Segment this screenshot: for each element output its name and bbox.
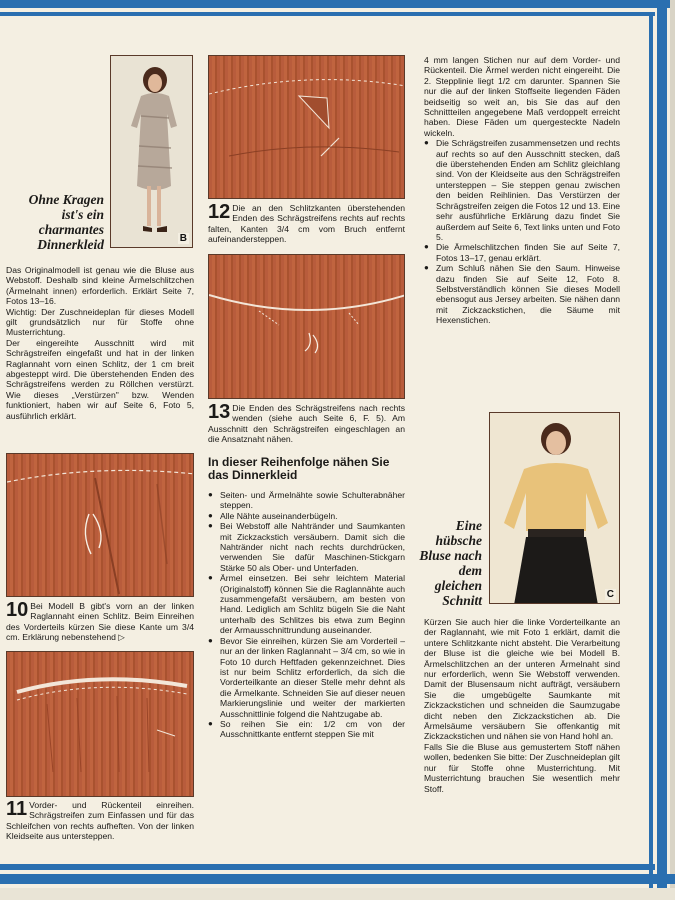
frame-right-inner-border [649, 12, 653, 900]
slit-seam-illustration [209, 56, 405, 199]
caption-fig13 [208, 403, 405, 445]
section-heading: In dieser Reihenfolge nähen Sie das Dinnerkleid [208, 455, 390, 482]
sewing-steps [208, 490, 405, 740]
step-item: ● Ärmel einsetzen. Bei sehr leichtem Material (Originalstoff) können Sie die Raglannähte auch zusammengefaßt versäubern, am besten von Hand. Lediglich am Schlitz bügeln Sie die Naht unterhalb des Schlitzes bis etwa zum Beginn der Armausschnittrundung auseinander. [208, 573, 405, 635]
step-item: ● Seiten- und Ärmelnähte sowie Schulterabnäher steppen. [208, 490, 405, 511]
caption-fig10-text: Bei Modell B gibt's vorn an der linken Raglannaht einen Schlitz. Beim Einreihen des Vorderteils kürzen Sie diese Kante um 3/4 cm. Erklärung nebenstehend ▷ [6, 601, 194, 643]
caption-model-b: Ohne Kragen ist's ein charmantes Dinnerkleid [28, 192, 104, 252]
badge-b: B [179, 233, 187, 244]
frame-bottom-inner-border [0, 864, 655, 870]
page-bottom-edge [0, 888, 675, 900]
frame-top-inner-border [0, 12, 655, 16]
frame-right-border [657, 0, 667, 900]
caption-fig12 [208, 203, 405, 245]
caption-fig11-text: Vorder- und Rückenteil einreihen. Schrägstreifen zum Einfassen und für das Schleifchen von rechts aufheften. Von der linken Kleidseite aus untersteppen. [6, 800, 194, 842]
photo-fig13 [208, 254, 405, 399]
intro-paragraph [6, 265, 194, 421]
step-item: ● Bevor Sie einreihen, kürzen Sie am Vorderteil – nur an der linken Raglannaht – 3/4 cm, so wie in Foto 10 durch Heftfaden gekennzeichnet. Dies ist nur beim Schlitz erforderlich, da sich die Vorderteilkante an dieser Stelle mehr dehnt als die Ärmelkante. Schneiden Sie auf dieser neuen Markierungslinie und weiter der markierten Ausschnittlinie folgend die Nahtzugabe ab. [208, 636, 405, 719]
paragraph-neckline: Der eingereihte Ausschnitt wird mit Schrägstreifen eingefaßt und hat in der linken Raglannaht vorn einen Schlitz, der 1 cm breit abgesteppt wird. Die überstehenden Enden des Schrägstreifens werden zu Röllchen verstürzt. Wie dieses „Verstürzen" bzw. Wenden funktioniert, haben wir auf Seite 6, Foto 5, ausführlich erklärt. [6, 337, 194, 421]
sewing-steps-list [208, 490, 405, 740]
blouse-model-illustration [490, 413, 620, 604]
paragraph-important-note: Wichtig: Der Zuschneideplan für dieses Modell gilt grundsätzlich nur für Stoffe ohne Musterrichtung. [6, 306, 194, 338]
caption-fig11 [6, 800, 194, 842]
step-item: ● Die Ärmelschlitzchen finden Sie auf Seite 7, Fotos 13–17, genau erklärt. [424, 242, 620, 263]
caption-fig13-text: Die Enden des Schrägstreifens nach rechts wenden (siehe auch Seite 6, F. 5). Am Ausschnitt den Schrägstreifen eingeschlagen an die Ansatznaht nähen. [208, 403, 405, 445]
blouse-paragraph: Kürzen Sie auch hier die linke Vorderteilkante an der Raglannaht, wie mit Foto 1 erklärt, damit die untere Schlitzkante nicht absteht. Die Verarbeitung der Bluse ist die gleiche wie bei Modell B. Ärmelschlitzchen an der unteren Ärmelnaht sind nur erforderlich, wenn Sie Webstoff verwenden. Damit der Blusensaum nicht aufträgt, versäubern Sie die umgebügelte Saumkante mit Zickzackstichen und schneiden die Saumzugabe dicht neben den Zickzackstichen ab. Die Ärmelsäume versäubern Sie offenkantig mit Zickzackstichen und nähen sie von Hand hohl an. [424, 617, 620, 742]
caption-fig12-text: Die an den Schlitzkanten überstehenden Enden des Schrägstreifens rechts auf rechts falten, Kanten 3/4 cm vom Bruch entfernt aufeinandersteppen. [208, 203, 405, 245]
caption-model-c: Eine hübsche Bluse nach dem gleichen Schnitt [419, 518, 482, 608]
photo-dinner-dress [110, 55, 193, 248]
page-edge [670, 0, 675, 900]
step-item: ● Zum Schluß nähen Sie den Saum. Hinweise dazu finden Sie auf Seite 12, Foto 8. Selbstverständlich können Sie dieses Modell ebensogut aus Jersey arbeiten. Sie nähen dann mit Zickzackstichen, die Säume mit Hexenstichen. [424, 263, 620, 325]
column3-text [424, 55, 620, 326]
blouse-text [424, 617, 620, 794]
sewing-steps-list-continued [424, 138, 620, 325]
photo-blouse [489, 412, 620, 604]
paragraph-original-model: Das Originalmodell ist genau wie die Bluse aus Webstoff. Deshalb sind kleine Ärmelschlitzchen (Ärmelnaht innen) erforderlich. Erklärt Seite 7, Fotos 13–16. [6, 265, 194, 307]
frame-top-border [0, 0, 675, 8]
photo-fig10 [6, 453, 194, 597]
frame-bottom-border [0, 874, 675, 884]
figure-number-13: 13 [208, 401, 231, 423]
step-item: ● Alle Nähte auseinanderbügeln. [208, 511, 405, 521]
step-item: ● Bei Webstoff alle Nahtränder und Saumkanten mit Zickzackstich versäubern. Damit sich die Nahtränder nicht nach rechts durchdrücken, verwenden Sie dafür Maschinen-Stickgarn Stärke 50 als Ober- und Unterfaden. [208, 521, 405, 573]
step-item: ● Die Schrägstreifen zusammensetzen und rechts auf rechts so auf den Ausschnitt stecken, daß die überstehenden Enden am Schlitz gleichlang sind. Von der Kleidseite aus den Schrägstreifen untersteppen – Sie steppen genau zwischen den beiden Reihlinien. Das Verstürzen der Schrägstreifen zeigen die Fotos 12 und 13. Eine sehr ausführliche Erklärung dazu findet Sie außerdem auf Seite 6, Text links unten und Foto 5. [424, 138, 620, 242]
fabric-seam-illustration [7, 454, 194, 597]
pattern-note-paragraph: Falls Sie die Bluse aus gemustertem Stoff nähen wollen, bedenken Sie bitte: Der Zuschneideplan gilt nur für Stoffe ohne Musterrichtung. Mit Musterrichtung brauchen Sie wesentlich mehr Stoff. [424, 741, 620, 794]
badge-c: C [606, 589, 614, 600]
photo-fig12 [208, 55, 405, 199]
step-item: ● So reihen Sie ein: 1/2 cm von der Ausschnittkante entfernt steppen Sie mit [208, 719, 405, 740]
caption-fig10 [6, 601, 194, 643]
dress-model-illustration [111, 56, 193, 248]
figure-number-12: 12 [208, 201, 231, 223]
photo-fig11 [6, 651, 194, 797]
fabric-gathering-illustration [7, 652, 194, 797]
figure-number-11: 11 [6, 798, 28, 820]
neckline-illustration [209, 255, 405, 399]
figure-number-10: 10 [6, 599, 29, 621]
continuation-paragraph: 4 mm langen Stichen nur auf dem Vorder- und Rückenteil. Die Ärmel werden nicht eingereiht. Die 2. Stepplinie liegt 1/2 cm darunter. Spannen Sie nur die auf der linken Stoffseite liegenden Fäden beidseitig so weit an, bis Sie das auf den Schnittteilen angegebene Maß verdoppelt erreicht haben. Diese Fäden um quergesteckte Nadeln wickeln. [424, 55, 620, 138]
